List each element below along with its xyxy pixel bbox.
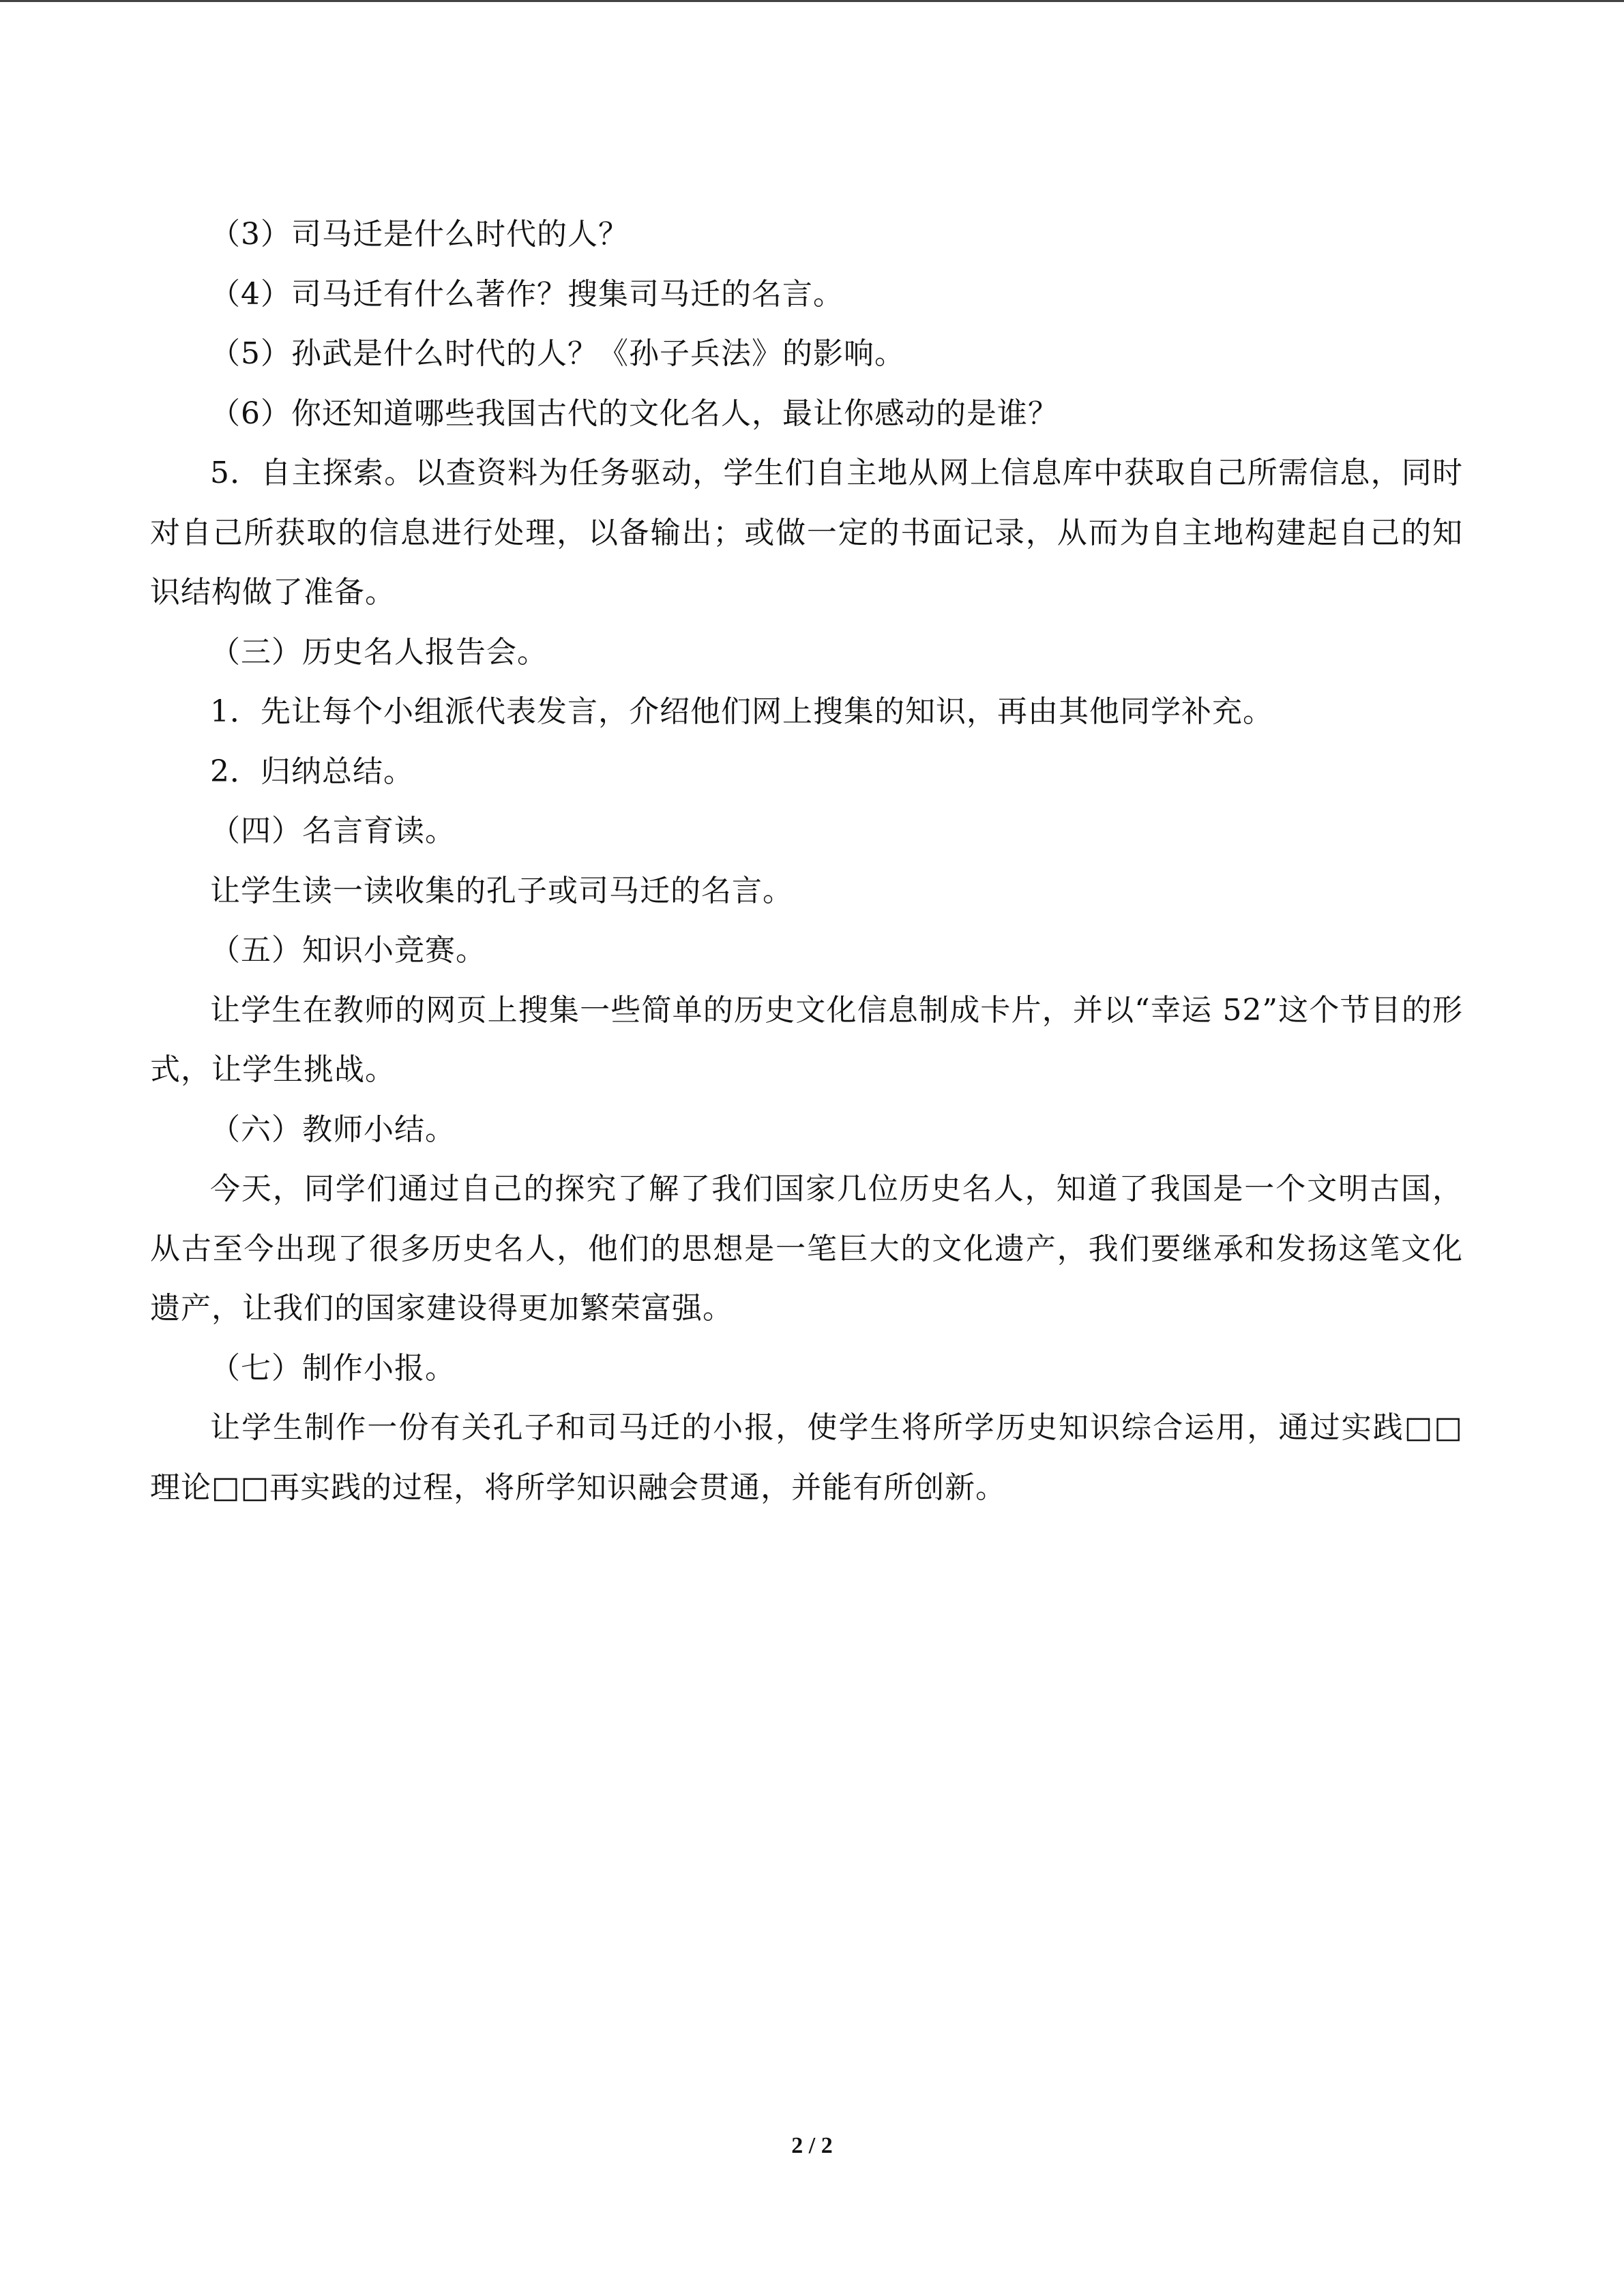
- paragraph-newspaper: 让学生制作一份有关孔子和司马迁的小报，使学生将所学历史知识综合运用，通过实践□□理论□□再实践的过程，将所学知识融会贯通，并能有所创新。: [150, 1410, 1463, 1505]
- paragraph-q4-sima-qian-works: （4）司马迁有什么著作？搜集司马迁的名言。: [210, 276, 844, 312]
- section-heading-newspaper: （七）制作小报。: [210, 1350, 456, 1386]
- paragraph-read-quotes: 让学生读一读收集的孔子或司马迁的名言。: [210, 873, 793, 908]
- section-heading-quotes: （四）名言育读。: [210, 814, 456, 848]
- paragraph-quiz-cards: 让学生在教师的网页上搜集一些简单的历史文化信息制成卡片，并以“幸运 52”这个节目的形式，让学生挑战。: [150, 992, 1463, 1087]
- paragraph-summary: 2．归纳总结。: [210, 754, 414, 789]
- page-number: 2 / 2: [791, 2133, 833, 2158]
- paragraph-q5-sun-wu: （5）孙武是什么时代的人？《孙子兵法》的影响。: [210, 336, 905, 371]
- paragraph-teacher-summary: 今天，同学们通过自己的探究了解了我们国家几位历史名人，知道了我国是一个文明古国，从古至今出现了很多历史名人，他们的思想是一笔巨大的文化遗产，我们要继承和发扬这笔文化遗产，让我们的国家建设得更加繁荣富强。: [150, 1172, 1463, 1326]
- section-heading-teacher-summary: （六）教师小结。: [210, 1112, 456, 1147]
- paragraph-q6-cultural-figures: （6）你还知道哪些我国古代的文化名人，最让你感动的是谁？: [210, 396, 1059, 431]
- paragraph-group-presentation: 1．先让每个小组派代表发言，介绍他们网上搜集的知识，再由其他同学补充。: [210, 694, 1273, 729]
- document-body: [150, 205, 1463, 1517]
- section-heading-quiz: （五）知识小竞赛。: [210, 933, 486, 968]
- section-heading-report-meeting: （三）历史名人报告会。: [210, 634, 548, 670]
- paragraph-self-exploration: 5．自主探索。以查资料为任务驱动，学生们自主地从网上信息库中获取自己所需信息，同时对自己所获取的信息进行处理，以备输出；或做一定的书面记录，从而为自主地构建起自己的知识结构做了准备。: [150, 456, 1463, 610]
- paragraph-q3-sima-qian-era: （3）司马迁是什么时代的人？: [210, 217, 629, 252]
